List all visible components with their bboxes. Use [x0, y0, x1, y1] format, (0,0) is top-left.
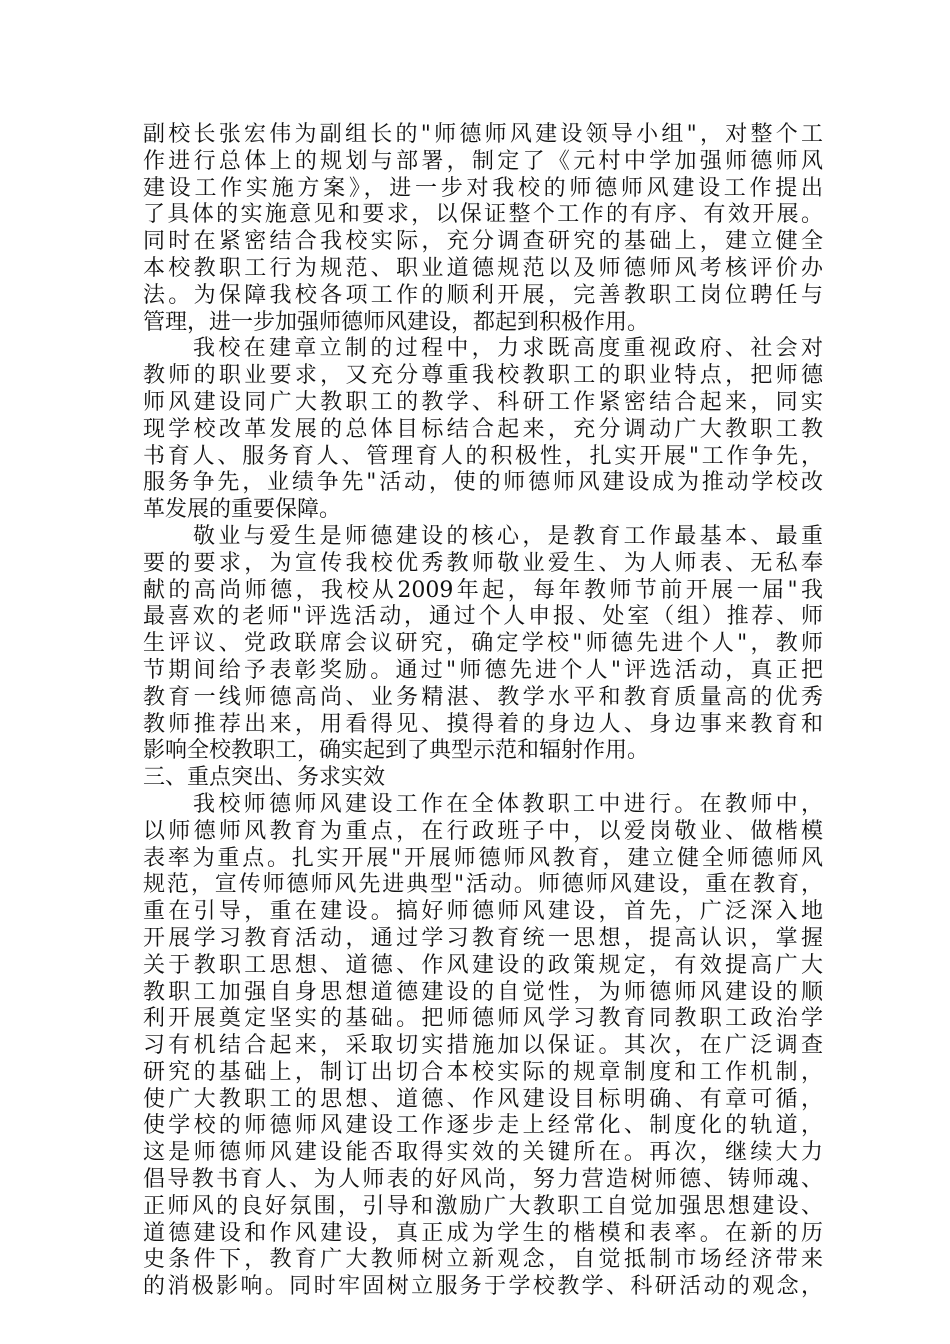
text-line: 最喜欢的老师"评选活动，通过个人申报、处室（组）推荐、师 [143, 604, 823, 630]
text-line: 使学校的师德师风建设工作逐步走上经常化、制度化的轨道， [143, 1113, 823, 1139]
text-line: 法。为保障我校各项工作的顺利开展，完善教职工岗位聘任与 [143, 282, 823, 308]
text-line: 教育一线师德高尚、业务精湛、教学水平和教育质量高的优秀 [143, 684, 823, 710]
text-line: 建设工作实施方案》，进一步对我校的师德师风建设工作提出 [143, 175, 823, 201]
text-line: 教职工加强自身思想道德建设的自觉性，为师德师风建设的顺 [143, 979, 823, 1005]
text-line: 使广大教职工的思想、道德、作风建设目标明确、有章可循， [143, 1086, 823, 1112]
paragraph-first-line: 我校在建章立制的过程中，力求既高度重视政府、社会对 [193, 336, 823, 362]
section-heading: 三、重点突出、务求实效 [143, 765, 386, 791]
text-line: 作进行总体上的规划与部署，制定了《元村中学加强师德师风 [143, 148, 823, 174]
text-line: 影响全校教职工，确实起到了典型示范和辐射作用。 [143, 738, 650, 764]
text-line: 献的高尚师德，我校从2009年起，每年教师节前开展一届"我 [143, 577, 823, 603]
text-line: 本校教职工行为规范、职业道德规范以及师德师风考核评价办 [143, 255, 823, 281]
text-line: 道德建设和作风建设，真正成为学生的楷模和表率。在新的历 [143, 1220, 823, 1246]
text-line: 管理，进一步加强师德师风建设，都起到积极作用。 [143, 309, 650, 335]
text-line: 书育人、服务育人、管理育人的积极性，扎实开展"工作争先， [143, 443, 823, 469]
text-line: 教师的职业要求，又充分尊重我校教职工的职业特点，把师德 [143, 363, 823, 389]
text-line: 正师风的良好氛围，引导和激励广大教职工自觉加强思想建设、 [143, 1193, 823, 1219]
text-line: 规范，宣传师德师风先进典型"活动。师德师风建设，重在教育， [143, 872, 823, 898]
text-line: 现学校改革发展的总体目标结合起来，充分调动广大教职工教 [143, 416, 823, 442]
text-line: 表率为重点。扎实开展"开展师德师风教育，建立健全师德师风 [143, 845, 823, 871]
text-line: 了具体的实施意见和要求，以保证整个工作的有序、有效开展。 [143, 202, 823, 228]
text-line: 习有机结合起来，采取切实措施加以保证。其次，在广泛调查 [143, 1033, 823, 1059]
text-line: 研究的基础上，制订出切合本校实际的规章制度和工作机制， [143, 1059, 823, 1085]
text-line: 同时在紧密结合我校实际，充分调查研究的基础上，建立健全 [143, 229, 823, 255]
text-line: 师风建设同广大教职工的教学、科研工作紧密结合起来，同实 [143, 389, 823, 415]
paragraph-first-line: 我校师德师风建设工作在全体教职工中进行。在教师中， [193, 791, 823, 817]
text-line: 教师推荐出来，用看得见、摸得着的身边人、身边事来教育和 [143, 711, 823, 737]
text-line: 史条件下，教育广大教师树立新观念，自觉抵制市场经济带来 [143, 1247, 823, 1273]
text-line: 开展学习教育活动，通过学习教育统一思想，提高认识，掌握 [143, 925, 823, 951]
text-line: 要的要求，为宣传我校优秀教师敬业爱生、为人师表、无私奉 [143, 550, 823, 576]
text-line: 节期间给予表彰奖励。通过"师德先进个人"评选活动，真正把 [143, 657, 823, 683]
paragraph-first-line: 敬业与爱生是师德建设的核心，是教育工作最基本、最重 [193, 523, 823, 549]
text-line: 生评议、党政联席会议研究，确定学校"师德先进个人"，教师 [143, 631, 823, 657]
text-line: 这是师德师风建设能否取得实效的关键所在。再次，继续大力 [143, 1140, 823, 1166]
text-line: 的消极影响。同时牢固树立服务于学校教学、科研活动的观念， [143, 1274, 823, 1300]
text-line: 以师德师风教育为重点，在行政班子中，以爱岗敬业、做楷模 [143, 818, 823, 844]
text-line: 副校长张宏伟为副组长的"师德师风建设领导小组"，对整个工 [143, 122, 823, 147]
text-line: 利开展奠定坚实的基础。把师德师风学习教育同教职工政治学 [143, 1006, 823, 1032]
text-line: 关于教职工思想、道德、作风建设的政策规定，有效提高广大 [143, 952, 823, 978]
document-body [143, 122, 823, 1301]
text-line: 重在引导，重在建设。搞好师德师风建设，首先，广泛深入地 [143, 899, 823, 925]
text-line: 倡导教书育人、为人师表的好风尚，努力营造树师德、铸师魂、 [143, 1167, 823, 1193]
text-line: 服务争先，业绩争先"活动，使的师德师风建设成为推动学校改 [143, 470, 823, 496]
text-line: 革发展的重要保障。 [143, 497, 342, 523]
